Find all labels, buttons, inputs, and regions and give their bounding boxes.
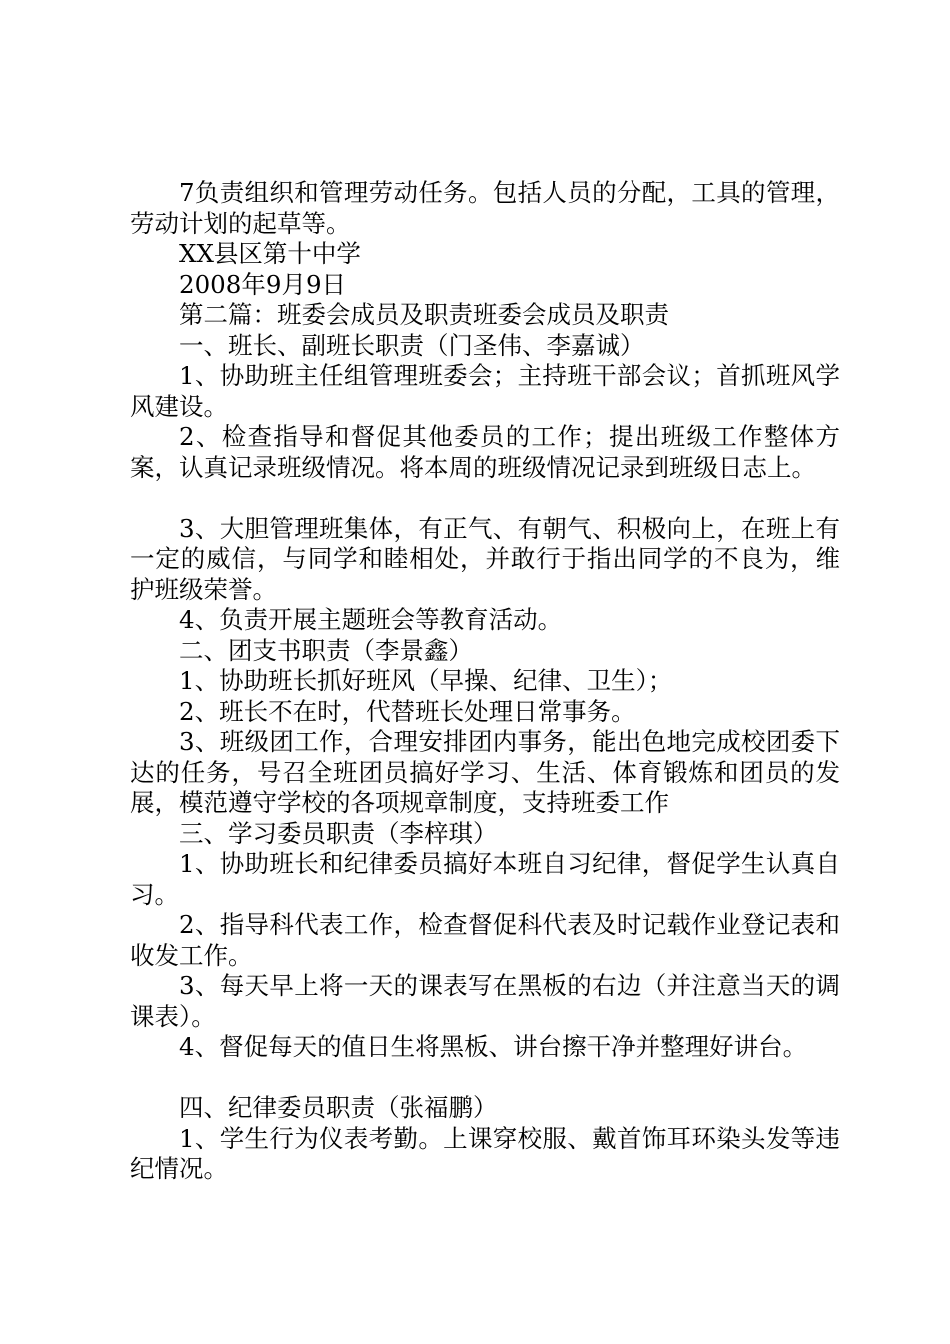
blank-line	[130, 1063, 840, 1094]
paragraph-league-1: 1、协助班长抓好班风（早操、纪律、卫生）；	[179, 666, 673, 695]
heading-monitor-duties: 一、班长、副班长职责（门圣伟、李嘉诚）	[179, 330, 645, 360]
paragraph-date: 2008年9月9日	[179, 269, 347, 299]
paragraph-monitor-1: 1、协助班主任组管理班委会；主持班干部会议；首抓班风学风建设。	[130, 361, 840, 421]
paragraph-monitor-2: 2、检查指导和督促其他委员的工作；提出班级工作整体方案，认真记录班级情况。将本周的班级情况记录到班级日志上。	[130, 422, 840, 482]
paragraph-study-1: 1、协助班长和纪律委员搞好本班自习纪律，督促学生认真自习。	[130, 849, 840, 909]
paragraph-monitor-4: 4、负责开展主题班会等教育活动。	[179, 605, 563, 634]
paragraph-discipline-1: 1、学生行为仪表考勤。上课穿校服、戴首饰耳环染头发等违纪情况。	[130, 1123, 840, 1183]
paragraph-study-2: 2、指导科代表工作，检查督促科代表及时记载作业登记表和收发工作。	[130, 910, 840, 970]
paragraph-school-name: XX县区第十中学	[179, 239, 361, 268]
paragraph-league-3: 3、班级团工作，合理安排团内事务，能出色地完成校团委下达的任务，号召全班团员搞好学习、生活、体育锻炼和团员的发展，模范遵守学校的各项规章制度，支持班委工作	[130, 727, 840, 817]
section-heading-part-two: 第二篇：班委会成员及职责班委会成员及职责	[179, 300, 669, 329]
paragraph-monitor-3: 3、大胆管理班集体，有正气、有朝气、积极向上，在班上有一定的威信，与同学和睦相处，并敢行于指出同学的不良为，维护班级荣誉。	[130, 513, 840, 604]
heading-discipline-committee-duties: 四、纪律委员职责（张福鹏）	[179, 1093, 498, 1122]
paragraph-labor-duty: 7负责组织和管理劳动任务。包括人员的分配，工具的管理，劳动计划的起草等。	[130, 178, 840, 238]
paragraph-study-3: 3、每天早上将一天的课表写在黑板的右边（并注意当天的调课表）。	[130, 971, 840, 1031]
blank-line	[130, 483, 840, 514]
document-body	[130, 178, 840, 1185]
heading-study-committee-duties: 三、学习委员职责（李梓琪）	[179, 818, 498, 848]
paragraph-study-4: 4、督促每天的值日生将黑板、讲台擦干净并整理好讲台。	[179, 1032, 808, 1061]
heading-league-secretary-duties: 二、团支书职责（李景鑫）	[179, 635, 473, 665]
paragraph-league-2: 2、班长不在时，代替班长处理日常事务。	[179, 696, 636, 726]
